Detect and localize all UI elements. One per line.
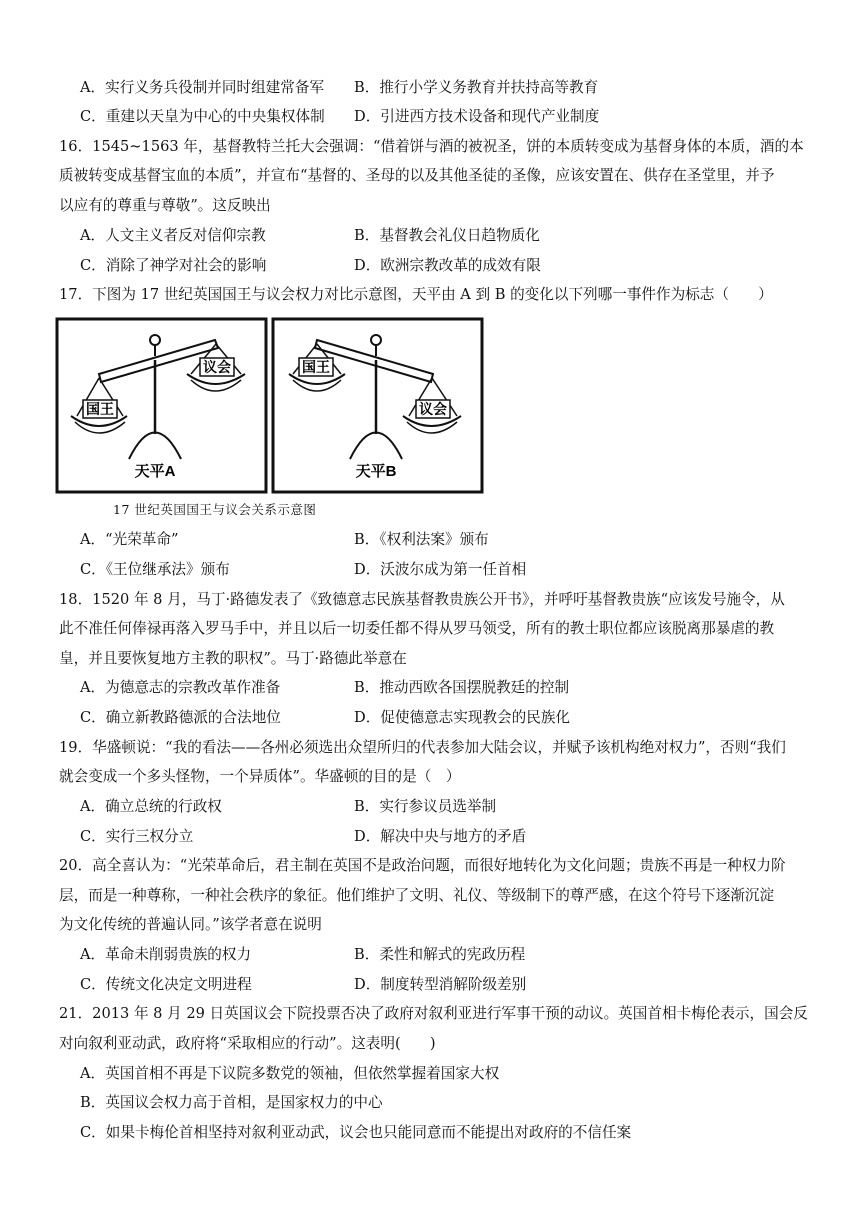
q18-option-c: C．确立新教路德派的合法地位 xyxy=(80,709,281,726)
q19-option-b: B．实行参议员选举制 xyxy=(354,798,497,815)
q16-stem-line-3: 以应有的尊重与尊敬”。这反映出 xyxy=(59,197,271,214)
q16-option-d: D．欧洲宗教改革的成效有限 xyxy=(354,257,541,274)
q21-option-c: C．如果卡梅伦首相坚持对叙利亚动武，议会也只能同意而不能提出对政府的不信任案 xyxy=(80,1124,632,1141)
q20-option-a: A．革命未削弱贵族的权力 xyxy=(80,946,252,963)
q19-stem-line-2: 就会变成一个多头怪物，一个异质体”。华盛顿的目的是（ ） xyxy=(59,768,461,785)
q15-option-a: A．实行义务兵役制并同时组建常备军 xyxy=(80,79,325,96)
q18-option-b: B．推动西欧各国摆脱教廷的控制 xyxy=(354,679,570,696)
scale-b-king-label: 国王 xyxy=(302,359,330,375)
q18-stem-line-3: 皇，并且要恢复地方主教的职权”。马丁·路德此举意在 xyxy=(59,650,407,667)
scale-a-king-label: 国王 xyxy=(86,401,114,417)
q17-option-b: B．《权利法案》颁布 xyxy=(354,531,489,548)
q16-option-b: B．基督教会礼仪日趋物质化 xyxy=(354,227,540,244)
scale-a-label: 天平A xyxy=(134,463,176,480)
q20-option-d: D．制度转型消解阶级差别 xyxy=(354,976,527,993)
q18-stem-line-2: 此不准任何俸禄再落入罗马手中，并且以后一切委任都不得从罗马领受，所有的教士职位都应该脱离那暴虐的教 xyxy=(59,620,775,637)
q19-stem-line-1: 19．华盛顿说：“我的看法——各州必须选出众望所归的代表参加大陆会议，并赋予该机构绝对权力”，否则“我们 xyxy=(59,739,786,756)
q15-option-b: B．推行小学义务教育并扶持高等教育 xyxy=(354,79,599,96)
scale-b-parliament-label: 议会 xyxy=(419,401,447,417)
q19-option-d: D．解决中央与地方的矛盾 xyxy=(354,828,527,845)
q17-stem-line-1: 17．下图为 17 世纪英国国王与议会权力对比示意图，天平由 A 到 B 的变化以下列哪一事件作为标志（ ） xyxy=(59,286,773,303)
q19-option-c: C．实行三权分立 xyxy=(80,828,194,845)
q18-option-d: D．促使德意志实现教会的民族化 xyxy=(354,709,571,726)
q21-stem-line-2: 对向叙利亚动武，政府将“采取相应的行动”。这表明( ) xyxy=(59,1035,436,1052)
scale-a-panel xyxy=(57,319,266,492)
q21-stem-line-1: 21．2013 年 8 月 29 日英国议会下院投票否决了政府对叙利亚进行军事干预的动议。英国首相卡梅伦表示，国会反 xyxy=(59,1005,808,1022)
q17-option-c: C．《王位继承法》颁布 xyxy=(80,561,230,578)
q20-option-c: C．传统文化决定文明进程 xyxy=(80,976,252,993)
q16-option-c: C．消除了神学对社会的影响 xyxy=(80,257,267,274)
q15-option-c: C．重建以天皇为中心的中央集权体制 xyxy=(80,108,325,125)
scale-b-label: 天平B xyxy=(355,463,397,480)
q20-stem-line-3: 为文化传统的普遍认同。”该学者意在说明 xyxy=(59,916,322,933)
q21-option-a: A．英国首相不再是下议院多数党的领袖，但依然掌握着国家大权 xyxy=(80,1065,500,1082)
q20-option-b: B．柔性和解式的宪政历程 xyxy=(354,946,526,963)
q16-stem-line-1: 16．1545~1563 年，基督教特兰托大会强调：“借着饼与酒的被祝圣，饼的本质转变成为基督身体的本质，酒的本 xyxy=(59,138,804,155)
balance-scale-figure xyxy=(55,316,485,494)
q20-stem-line-1: 20．高全喜认为：“光荣革命后，君主制在英国不是政治问题，而很好地转化为文化问题；贵族不再是一种权力阶 xyxy=(59,857,786,874)
q17-option-d: D．沃波尔成为第一任首相 xyxy=(354,561,527,578)
q21-option-b: B．英国议会权力高于首相，是国家权力的中心 xyxy=(80,1094,383,1111)
q18-option-a: A．为德意志的宗教改革作准备 xyxy=(80,679,281,696)
scale-a-parliament-label: 议会 xyxy=(203,359,231,375)
q15-option-d: D．引进西方技术设备和现代产业制度 xyxy=(354,108,600,125)
q17-option-a: A．“光荣革命” xyxy=(80,531,179,548)
figure-caption: 17 世纪英国国王与议会关系示意图 xyxy=(113,502,317,517)
q16-option-a: A．人文主义者反对信仰宗教 xyxy=(80,227,266,244)
q19-option-a: A．确立总统的行政权 xyxy=(80,798,222,815)
scale-b-panel xyxy=(273,319,482,492)
q20-stem-line-2: 层，而是一种尊称，一种社会秩序的象征。他们维护了文明、礼仪、等级制下的尊严感，在这个符号下逐渐沉淀 xyxy=(59,887,775,904)
q18-stem-line-1: 18．1520 年 8 月，马丁·路德发表了《致德意志民族基督教贵族公开书》，并呼吁基督教贵族“应该发号施令，从 xyxy=(59,591,785,608)
q16-stem-line-2: 质被转变成基督宝血的本质”，并宣布“基督的、圣母的以及其他圣徒的圣像，应该安置在、供存在圣堂里，并予 xyxy=(59,167,775,184)
